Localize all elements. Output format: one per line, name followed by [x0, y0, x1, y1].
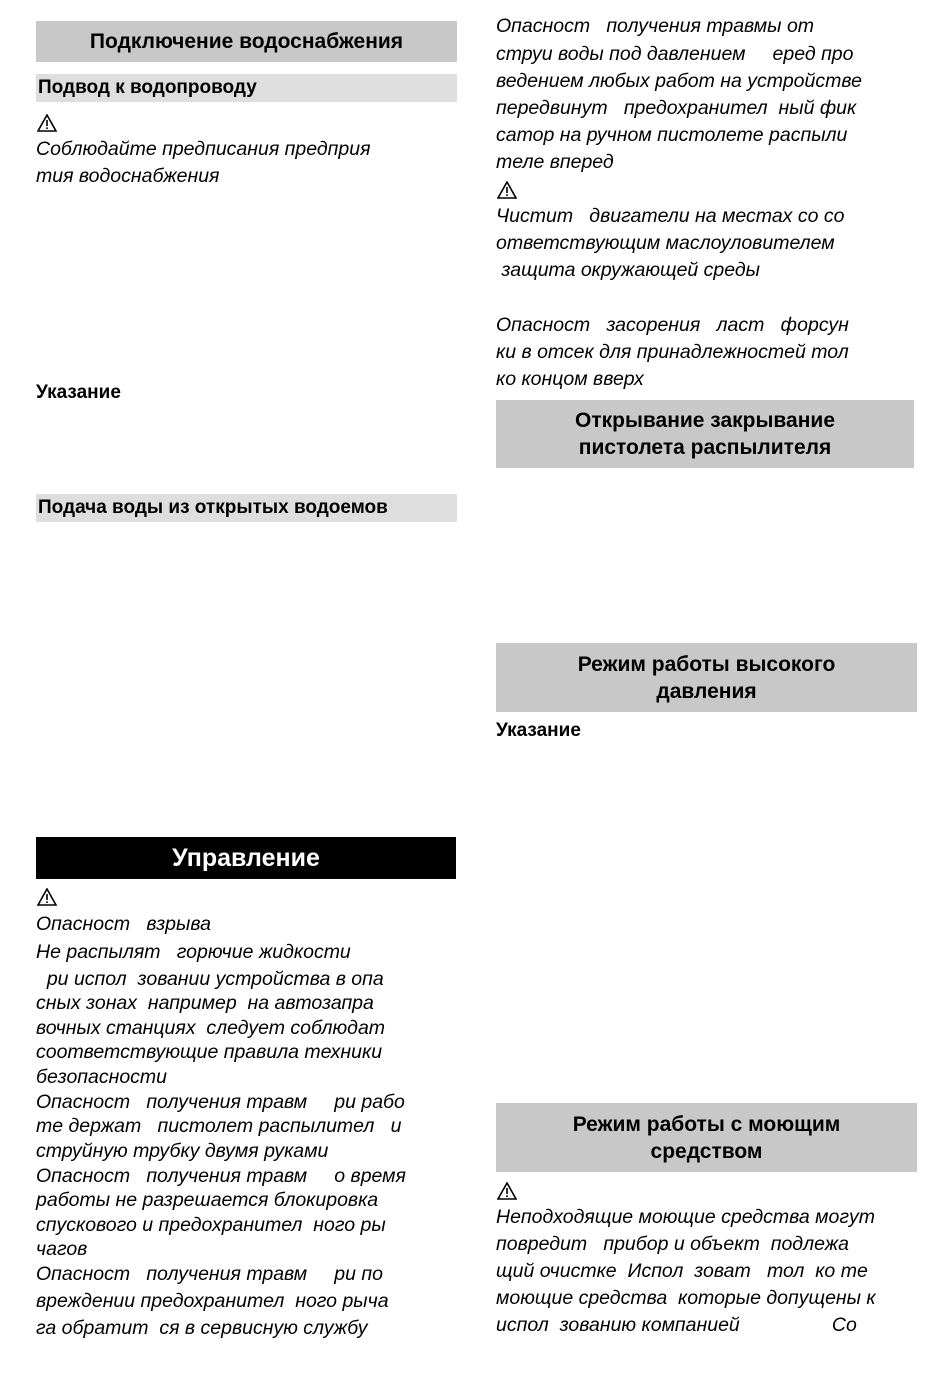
- section-title-line: Режим работы с моющим: [572, 1112, 841, 1136]
- control-text-line: Опасност получения травм ри рабо: [36, 1091, 405, 1113]
- detergent-text-line: щий очистке Испол зоват тол ко те: [496, 1260, 868, 1282]
- section-header-high-pressure: [496, 643, 917, 712]
- section-title-line: давления: [656, 679, 757, 703]
- nozzle-text-line: ки в отсек для принадлежностей тол: [496, 341, 849, 363]
- injury-text-line: ведением любых работ на устройстве: [496, 70, 862, 92]
- subheader-water-supply: Подвод к водопроводу: [36, 74, 457, 102]
- injury-text-line: Опасност получения травмы от: [496, 15, 815, 37]
- engine-text-line: ответствующим маслоуловителем: [496, 232, 835, 254]
- control-text-line: спускового и предохранител ного ры: [36, 1214, 386, 1236]
- section-header-water-connection: [36, 21, 457, 62]
- section-title-line: средством: [650, 1139, 763, 1163]
- note-label: Указание: [36, 382, 121, 403]
- control-text-line: Опасност получения травм ри по: [36, 1263, 383, 1285]
- control-text-line: вреждении предохранител ного рыча: [36, 1290, 389, 1312]
- section-title-line: Открывание закрывание: [574, 409, 835, 432]
- section-title-line: пистолета распылителя: [578, 436, 832, 459]
- detergent-text-line: моющие средства которые допущены к: [496, 1287, 876, 1309]
- control-text-line: соответствующие правила техники: [36, 1041, 383, 1063]
- subheader-open-water: Подача воды из открытых водоемов: [36, 494, 457, 522]
- section-header-spray-gun: [496, 400, 914, 468]
- control-text-line: вочных станциях следует соблюдат: [36, 1017, 386, 1039]
- engine-text-line: Чистит двигатели на местах со со: [496, 205, 845, 227]
- injury-text-line: теле вперед: [496, 151, 614, 173]
- note-label: Указание: [496, 720, 581, 741]
- control-text-line: те держат пистолет распылител и: [36, 1115, 402, 1137]
- control-text-line: чагов: [36, 1238, 88, 1260]
- control-text-line: сных зонах например на автозапра: [36, 992, 374, 1014]
- warning-triangle-icon: [497, 1182, 517, 1200]
- engine-text-line: защита окружающей среды: [496, 259, 761, 281]
- nozzle-text-line: Опасност засорения ласт форсун: [496, 314, 849, 336]
- injury-text-line: струи воды под давлением еред про: [496, 43, 854, 65]
- section-title: Подключение водоснабжения: [89, 30, 404, 53]
- warning-triangle-icon: [37, 888, 57, 906]
- control-text-line: ри испол зовании устройства в опа: [36, 968, 384, 990]
- section-header-detergent: [496, 1103, 917, 1172]
- warning-triangle-icon: [497, 181, 517, 199]
- warning-triangle-icon: [37, 114, 57, 132]
- control-text-line: Опасност получения травм о время: [36, 1165, 406, 1187]
- control-text-line: работы не разрешается блокировка: [36, 1189, 379, 1211]
- detergent-text-line: повредит прибор и объект подлежа: [496, 1233, 849, 1255]
- section-title-line: Режим работы высокого: [577, 652, 836, 676]
- section-header-control: Управление: [36, 837, 456, 879]
- injury-text-line: передвинут предохранител ный фик: [496, 97, 857, 119]
- injury-text-line: сатор на ручном пистолете распыли: [496, 124, 848, 146]
- control-text-line: га обратит ся в сервисную службу: [36, 1317, 368, 1339]
- detergent-text-line: Неподходящие моющие средства могут: [496, 1206, 875, 1228]
- explosion-warning-line: Опасност взрыва: [36, 913, 211, 935]
- detergent-text-line: испол зованию компанией Со: [496, 1314, 857, 1336]
- supply-text-line: тия водоснабжения: [36, 165, 220, 187]
- supply-text-line: Соблюдайте предписания предприя: [36, 138, 371, 160]
- control-text-line: безопасности: [36, 1066, 168, 1088]
- control-text-line: струйную трубку двумя руками: [36, 1140, 329, 1162]
- nozzle-text-line: ко концом вверх: [496, 368, 644, 390]
- control-text-line: Не распылят горючие жидкости: [36, 941, 351, 963]
